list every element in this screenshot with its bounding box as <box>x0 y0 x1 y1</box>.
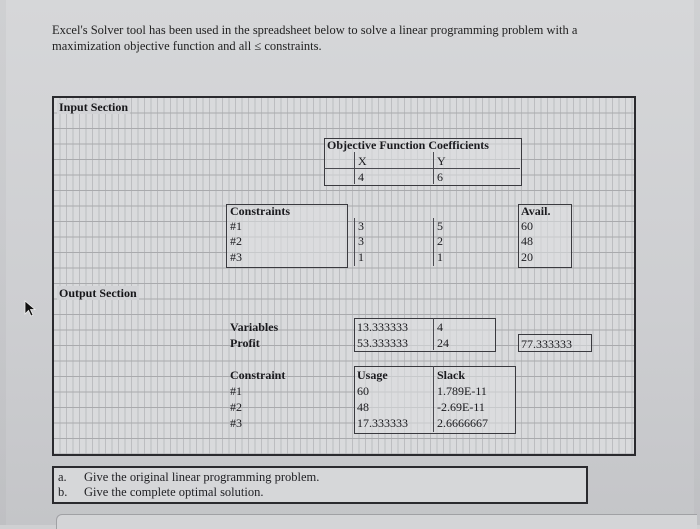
constraint-3-y: 1 <box>437 250 443 264</box>
var-y-header: Y <box>437 154 446 168</box>
y-col-line <box>433 218 434 266</box>
questions-box <box>52 466 588 504</box>
intro-line-2: maximization objective function and all ≤ constraints. <box>52 39 322 53</box>
question-b <box>58 485 263 499</box>
x-col-line <box>354 218 355 266</box>
usage-1: 60 <box>357 384 369 398</box>
question-a <box>58 470 319 484</box>
slack-3: 2.6666667 <box>437 416 488 430</box>
usage-2: 48 <box>357 400 369 414</box>
question-a-text: Give the original linear programming problem. <box>84 470 320 484</box>
constraint-1-y: 5 <box>437 219 443 233</box>
avail-label: Avail. <box>521 204 551 218</box>
constraint-label: Constraint <box>230 368 286 382</box>
out-constraint-2-name: #2 <box>230 400 242 414</box>
question-b-text: Give the complete optimal solution. <box>84 485 264 499</box>
slack-1: 1.789E-11 <box>437 384 487 398</box>
profit-total: 77.333333 <box>521 337 572 351</box>
constraint-2-x: 3 <box>358 234 364 248</box>
usage-3: 17.333333 <box>357 416 408 430</box>
coef-y: 6 <box>437 170 443 184</box>
answer-input-edge[interactable] <box>56 514 697 529</box>
question-b-letter: b. <box>58 485 68 499</box>
profit-x: 53.333333 <box>357 336 408 350</box>
constraints-label: Constraints <box>230 204 291 218</box>
usage-label: Usage <box>357 368 388 382</box>
var-y-value: 4 <box>437 320 443 334</box>
usage-slack-divider <box>433 366 434 432</box>
coef-x: 4 <box>358 170 364 184</box>
avail-3: 20 <box>521 250 533 264</box>
profit-label: Profit <box>230 336 260 350</box>
constraint-3-x: 1 <box>358 250 364 264</box>
avail-2: 48 <box>521 234 533 248</box>
constraint-2-name: #2 <box>230 234 242 248</box>
avail-1: 60 <box>521 219 533 233</box>
input-section-title: Input Section <box>59 100 129 114</box>
output-section-title: Output Section <box>59 286 137 300</box>
intro-line-1: Excel's Solver tool has been used in the spreadsheet below to solve a linear programming problem with a <box>52 23 578 37</box>
profit-y: 24 <box>437 336 449 350</box>
var-x-header: X <box>358 154 367 168</box>
photo-page <box>6 0 694 525</box>
out-constraint-1-name: #1 <box>230 384 242 398</box>
constraint-1-name: #1 <box>230 219 242 233</box>
question-a-letter: a. <box>58 470 67 484</box>
variables-divider <box>433 318 434 350</box>
out-constraint-3-name: #3 <box>230 416 242 430</box>
ofc-row-divider <box>324 168 520 169</box>
spreadsheet <box>52 96 636 456</box>
variables-label: Variables <box>230 320 279 334</box>
var-x-value: 13.333333 <box>357 320 408 334</box>
mouse-pointer-icon <box>24 300 38 318</box>
constraint-2-y: 2 <box>437 234 443 248</box>
constraint-3-name: #3 <box>230 250 242 264</box>
slack-2: -2.69E-11 <box>437 400 485 414</box>
intro-text <box>52 22 672 54</box>
constraint-1-x: 3 <box>358 219 364 233</box>
slack-label: Slack <box>437 368 466 382</box>
ofc-header: Objective Function Coefficients <box>327 138 489 152</box>
